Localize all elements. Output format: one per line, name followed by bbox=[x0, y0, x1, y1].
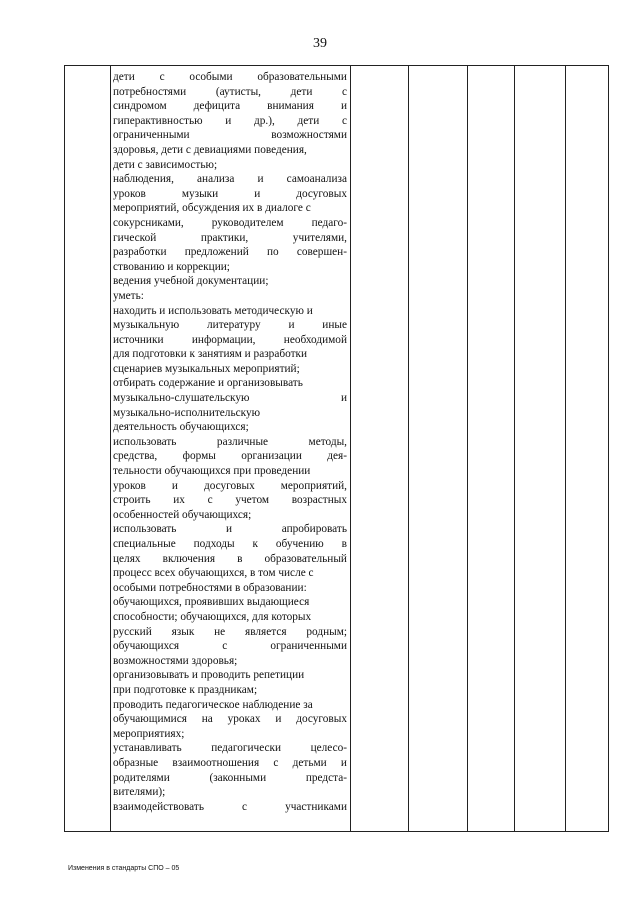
table-cell-empty bbox=[566, 66, 609, 832]
text-line: мероприятий, обсуждения их в диалоге с bbox=[113, 202, 311, 215]
text-line: уроков музыки и досуговых bbox=[113, 187, 347, 200]
table-cell-empty bbox=[351, 66, 409, 832]
text-line: обучающихся с ограниченными bbox=[113, 640, 347, 653]
text-line: взаимодействовать с участниками bbox=[113, 800, 347, 813]
text-line: деятельность обучающихся; bbox=[113, 421, 249, 434]
text-line: вителями); bbox=[113, 786, 166, 799]
text-line: целях включения в образовательный bbox=[113, 552, 347, 565]
table-cell-empty bbox=[409, 66, 468, 832]
text-line: уметь: bbox=[113, 289, 144, 302]
text-line: организовывать и проводить репетиции bbox=[113, 669, 305, 682]
text-line: использовать и апробировать bbox=[113, 523, 347, 536]
text-line: средства, формы организации дея- bbox=[113, 450, 347, 463]
text-line: обучающихся, проявивших выдающиеся bbox=[113, 596, 310, 609]
content-lines bbox=[113, 70, 347, 814]
text-line: тельности обучающихся при проведении bbox=[113, 465, 311, 478]
text-line: особыми потребностями в образовании: bbox=[113, 581, 307, 594]
text-line: проводить педагогическое наблюдение за bbox=[113, 698, 313, 711]
text-line: уроков и досуговых мероприятий, bbox=[113, 479, 347, 492]
table-cell-index bbox=[65, 66, 111, 832]
text-line: музыкально-исполнительскую bbox=[113, 406, 261, 419]
text-line: разработки предложений по совершен- bbox=[113, 246, 347, 259]
text-line: сценариев музыкальных мероприятий; bbox=[113, 362, 300, 375]
table-cell-content bbox=[111, 66, 351, 832]
text-line: гиперактивностью и др.), дети с bbox=[113, 114, 347, 127]
text-line: ствованию и коррекции; bbox=[113, 260, 230, 273]
text-line: при подготовке к праздникам; bbox=[113, 683, 258, 696]
text-line: музыкальную литературу и иные bbox=[113, 319, 347, 332]
text-line: устанавливать педагогически целесо- bbox=[113, 742, 347, 755]
text-line: родителями (законными предста- bbox=[113, 771, 347, 784]
page-number: 39 bbox=[313, 36, 327, 51]
text-line: русский язык не является родным; bbox=[113, 625, 347, 638]
text-line: музыкально-слушательскую и bbox=[113, 392, 347, 405]
text-line: специальные подходы к обучению в bbox=[113, 538, 347, 550]
table-row bbox=[65, 66, 609, 832]
text-line: сокурсниками, руководителем педаго- bbox=[113, 216, 347, 229]
text-line: образные взаимоотношения с детьми и bbox=[113, 756, 347, 769]
text-line: здоровья, дети с девиациями поведения, bbox=[113, 143, 307, 156]
standards-table bbox=[64, 65, 609, 832]
text-line: способности; обучающихся, для которых bbox=[113, 610, 312, 623]
text-line: возможностями здоровья; bbox=[113, 654, 238, 667]
text-line: дети с зависимостью; bbox=[113, 158, 218, 171]
text-line: отбирать содержание и организовывать bbox=[113, 377, 303, 390]
text-line: строить их с учетом возрастных bbox=[113, 494, 347, 507]
text-line: синдромом дефицита внимания и bbox=[113, 100, 347, 113]
text-line: мероприятиях; bbox=[113, 727, 185, 740]
table-cell-empty bbox=[468, 66, 515, 832]
text-line: источники информации, необходимой bbox=[113, 333, 347, 346]
text-line: гической практики, учителями, bbox=[113, 231, 347, 244]
text-line: особенностей обучающихся; bbox=[113, 508, 252, 521]
text-line: дети с особыми образовательными bbox=[113, 71, 347, 83]
text-line: обучающимися на уроках и досуговых bbox=[113, 713, 347, 726]
text-line: для подготовки к занятиям и разработки bbox=[113, 348, 308, 361]
footer-note: Изменения в стандарты СПО – 05 bbox=[68, 865, 180, 872]
text-line: процесс всех обучающихся, в том числе с bbox=[113, 567, 314, 580]
text-line: потребностями (аутисты, дети с bbox=[113, 85, 347, 98]
text-line: ведения учебной документации; bbox=[113, 275, 269, 288]
table-cell-empty bbox=[515, 66, 566, 832]
text-line: ограниченными возможностями bbox=[113, 129, 347, 142]
text-line: находить и использовать методическую и bbox=[113, 304, 313, 317]
text-line: использовать различные методы, bbox=[113, 435, 347, 448]
text-line: наблюдения, анализа и самоанализа bbox=[113, 173, 347, 186]
